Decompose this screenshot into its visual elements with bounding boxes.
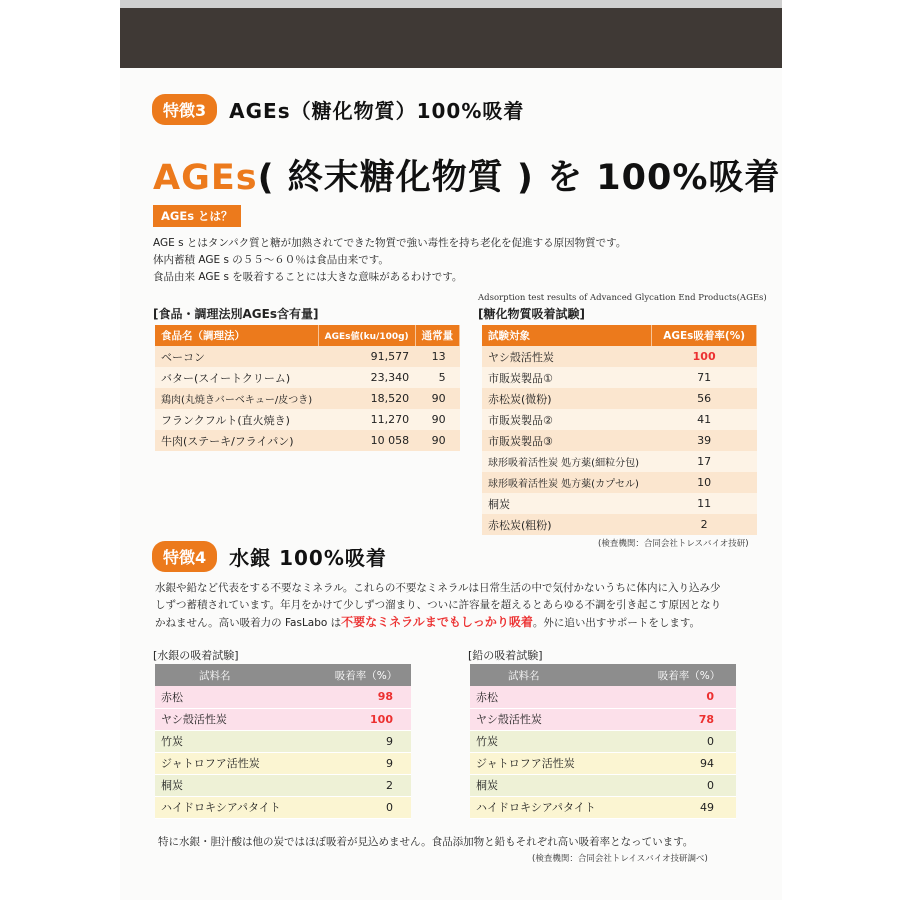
mercury-rate: 9 xyxy=(321,752,411,774)
adsorption-rate: 41 xyxy=(652,409,757,430)
table-row xyxy=(155,346,460,367)
lead-rate: 0 xyxy=(642,774,736,796)
food-name: フランクフルト(直火焼き) xyxy=(155,409,318,430)
food-ages: 23,340 xyxy=(318,367,415,388)
food-ages: 10 058 xyxy=(318,430,415,451)
food-ages: 18,520 xyxy=(318,388,415,409)
mercury-sample: ヤシ殻活性炭 xyxy=(155,708,321,730)
ages-about-label: AGEs とは？ xyxy=(153,205,241,227)
adsorption-caption: [糖化物質吸着試験] xyxy=(478,307,585,321)
adsorption-rate: 11 xyxy=(652,493,757,514)
lead-sample: ジャトロフア活性炭 xyxy=(470,752,642,774)
food-name: 牛肉(ステーキ/フライパン) xyxy=(155,430,318,451)
adsorption-subtitle: Adsorption test results of Advanced Glycation End Products(AGEs) xyxy=(478,293,767,303)
food-name: バター(スイートクリーム) xyxy=(155,367,318,388)
feature3-heading xyxy=(152,94,524,125)
lead-table-caption: [鉛の吸着試験] xyxy=(468,649,543,662)
ages-about-line: AGE s とはタンパク質と糖が加熱されてできた物質で強い毒性を持ち老化を促進する原因物質です。 xyxy=(153,237,627,249)
lead-col-sample: 試料名 xyxy=(470,664,642,686)
mercury-col-rate: 吸着率（%） xyxy=(321,664,411,686)
footer-note xyxy=(158,834,693,851)
adsorption-rate: 100 xyxy=(652,346,757,367)
food-table-header xyxy=(155,325,460,346)
mercury-sample: ハイドロキシアパタイト xyxy=(155,796,321,818)
adsorption-target: 球形吸着活性炭 処方薬(カプセル) xyxy=(482,472,652,493)
lead-col-rate: 吸着率（%） xyxy=(642,664,736,686)
mercury-rate: 100 xyxy=(321,708,411,730)
mercury-rate: 9 xyxy=(321,730,411,752)
mercury-sample: 桐炭 xyxy=(155,774,321,796)
adsorption-rate: 17 xyxy=(652,451,757,472)
table-row xyxy=(482,388,757,409)
mercury-col-sample: 試料名 xyxy=(155,664,321,686)
table-row xyxy=(155,752,411,774)
page xyxy=(120,0,782,900)
adsorption-target: ヤシ殻活性炭 xyxy=(482,346,652,367)
mineral-emphasis: 不要なミネラルまでもしっかり吸着 xyxy=(341,615,533,629)
adsorption-rate: 10 xyxy=(652,472,757,493)
adsorption-target: 市販炭製品② xyxy=(482,409,652,430)
headline-accent: AGEs xyxy=(153,158,258,198)
table-row xyxy=(155,686,411,708)
adsorption-header xyxy=(482,325,757,346)
headline-rest: ( 終末糖化物質 ) を 100%吸着 xyxy=(257,158,781,198)
mercury-sample: 竹炭 xyxy=(155,730,321,752)
lead-header xyxy=(470,664,736,686)
lead-sample: 桐炭 xyxy=(470,774,642,796)
mercury-rate: 98 xyxy=(321,686,411,708)
table-row xyxy=(155,367,460,388)
mercury-table xyxy=(155,664,411,819)
lead-rate: 78 xyxy=(642,708,736,730)
adsorption-rate: 71 xyxy=(652,367,757,388)
lead-sample: 竹炭 xyxy=(470,730,642,752)
table-row xyxy=(482,367,757,388)
top-band xyxy=(120,0,782,68)
headline xyxy=(153,150,780,200)
mineral-line3-pre: かねません。高い吸着力の FasLabo は xyxy=(155,617,342,629)
ages-about-line: 食品由来 AGE s を吸着することには大きな意味があるわけです。 xyxy=(153,271,463,283)
food-amount: 5 xyxy=(415,367,460,388)
table-row xyxy=(470,686,736,708)
mercury-table-caption: [水銀の吸着試験] xyxy=(153,649,239,662)
adsorption-target: 桐炭 xyxy=(482,493,652,514)
ages-about-text xyxy=(153,235,626,286)
table-row xyxy=(470,730,736,752)
adsorption-target: 市販炭製品③ xyxy=(482,430,652,451)
feature4-badge: 特徴4 xyxy=(152,541,217,572)
mineral-text xyxy=(155,580,721,632)
food-col-amount: 通常量 xyxy=(415,325,460,346)
table-row xyxy=(482,493,757,514)
mercury-rate: 2 xyxy=(321,774,411,796)
table-row xyxy=(155,708,411,730)
footer-note-text: 特に水銀・胆汁酸は他の炭ではほぼ吸着が見込めません。食品添加物と鉛もそれぞれ高い吸着率となっています。 xyxy=(158,836,694,848)
lead-table xyxy=(470,664,736,819)
adsorption-target: 球形吸着活性炭 処方薬(細粒分包) xyxy=(482,451,652,472)
table-row xyxy=(155,388,460,409)
lead-sample: ヤシ殻活性炭 xyxy=(470,708,642,730)
table-row xyxy=(482,430,757,451)
feature4-heading xyxy=(152,541,387,572)
adsorption-table xyxy=(482,325,757,535)
footer-source: (検査機関：合同会社トレイスバイオ技研調べ) xyxy=(532,854,708,864)
table-row xyxy=(155,730,411,752)
adsorption-rate: 2 xyxy=(652,514,757,535)
table-row xyxy=(470,752,736,774)
table-row xyxy=(155,774,411,796)
mercury-sample: 赤松 xyxy=(155,686,321,708)
table-row xyxy=(155,796,411,818)
food-col-name: 食品名（調理法） xyxy=(155,325,318,346)
adsorption-source: (検査機関：合同会社トレスバイオ技研) xyxy=(598,539,749,549)
adsorption-rate: 56 xyxy=(652,388,757,409)
adsorption-target: 赤松炭(粗粉) xyxy=(482,514,652,535)
table-row xyxy=(470,774,736,796)
mercury-rate: 0 xyxy=(321,796,411,818)
mineral-line xyxy=(155,614,721,632)
food-col-ages: AGEs値(ku/100g) xyxy=(318,325,415,346)
lead-rate: 94 xyxy=(642,752,736,774)
food-amount: 13 xyxy=(415,346,460,367)
table-row xyxy=(482,451,757,472)
table-row xyxy=(155,409,460,430)
table-row xyxy=(470,796,736,818)
adsorption-target: 赤松炭(微粉) xyxy=(482,388,652,409)
adsorption-target: 市販炭製品① xyxy=(482,367,652,388)
table-row xyxy=(155,430,460,451)
food-name: 鶏肉(丸焼きバーベキュー/皮つき) xyxy=(155,388,318,409)
lead-rate: 49 xyxy=(642,796,736,818)
mercury-header xyxy=(155,664,411,686)
lead-sample: ハイドロキシアパタイト xyxy=(470,796,642,818)
feature3-title: AGEs（糖化物質）100%吸着 xyxy=(229,99,525,123)
mineral-line: 水銀や鉛など代表をする不要なミネラル。これらの不要なミネラルは日常生活の中で気付かないうちに体内に入り込み少 xyxy=(155,582,721,594)
food-amount: 90 xyxy=(415,409,460,430)
adsorption-col-rate: AGEs吸着率(%) xyxy=(652,325,757,346)
feature4-title: 水銀 100%吸着 xyxy=(229,546,387,570)
lead-rate: 0 xyxy=(642,686,736,708)
table-row xyxy=(482,346,757,367)
mineral-line: しずつ蓄積されています。年月をかけて少しずつ溜まり、ついに許容量を超えるとあらゆる不調を引き起こす原因となり xyxy=(155,599,722,611)
ages-about-line: 体内蓄積 AGE s の５５～６０％は食品由来です。 xyxy=(153,254,389,266)
table-row xyxy=(482,409,757,430)
lead-sample: 赤松 xyxy=(470,686,642,708)
food-table xyxy=(155,325,460,451)
table-row xyxy=(470,708,736,730)
lead-rate: 0 xyxy=(642,730,736,752)
food-amount: 90 xyxy=(415,430,460,451)
food-name: ベーコン xyxy=(155,346,318,367)
food-ages: 11,270 xyxy=(318,409,415,430)
food-ages: 91,577 xyxy=(318,346,415,367)
food-amount: 90 xyxy=(415,388,460,409)
food-table-caption: [食品・調理法別AGEs含有量] xyxy=(153,307,319,321)
adsorption-rate: 39 xyxy=(652,430,757,451)
table-row xyxy=(482,472,757,493)
mercury-sample: ジャトロフア活性炭 xyxy=(155,752,321,774)
adsorption-col-target: 試験対象 xyxy=(482,325,652,346)
mineral-line3-post: 。外に追い出すサポートをします。 xyxy=(532,617,700,629)
table-row xyxy=(482,514,757,535)
feature3-badge: 特徴3 xyxy=(152,94,217,125)
